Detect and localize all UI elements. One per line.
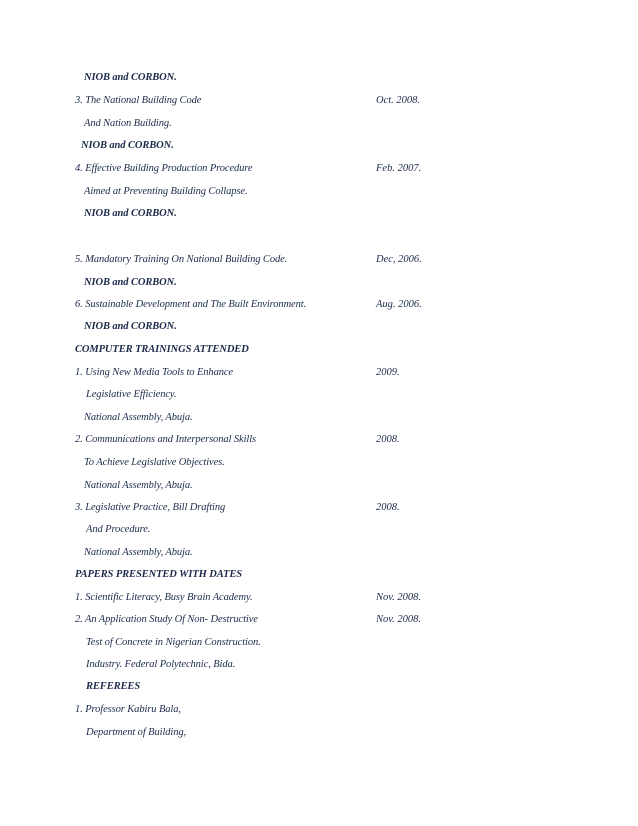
training-date: 2009.: [376, 367, 400, 378]
section-heading: REFEREES: [86, 681, 141, 692]
paper-date: Nov. 2008.: [376, 614, 422, 625]
workshop-title: 5. Mandatory Training On National Building Code.: [75, 254, 288, 265]
org-line: NIOB and CORBON.: [84, 208, 177, 219]
workshop-title-cont: And Nation Building.: [84, 118, 172, 129]
org-line: NIOB and CORBON.: [84, 321, 177, 332]
workshop-title-cont: Aimed at Preventing Building Collapse.: [84, 186, 248, 197]
referee-name: 1. Professor Kabiru Bala,: [75, 704, 181, 715]
section-heading: COMPUTER TRAININGS ATTENDED: [75, 344, 249, 355]
training-title: 3. Legislative Practice, Bill Drafting: [75, 502, 226, 513]
paper-date: Nov. 2008.: [376, 592, 422, 603]
paper-title-cont: Test of Concrete in Nigerian Construction.: [86, 637, 261, 648]
workshop-date: Oct. 2008.: [376, 95, 421, 106]
training-venue: National Assembly, Abuja.: [84, 412, 193, 423]
training-title: 1. Using New Media Tools to Enhance: [75, 367, 233, 378]
training-date: 2008.: [376, 434, 400, 445]
workshop-date: Feb. 2007.: [376, 163, 422, 174]
referee-dept: Department of Building,: [86, 727, 187, 738]
paper-venue: Industry. Federal Polytechnic, Bida.: [86, 659, 236, 670]
training-venue: National Assembly, Abuja.: [84, 547, 193, 558]
workshop-title: 3. The National Building Code: [75, 95, 202, 106]
section-heading: PAPERS PRESENTED WITH DATES: [75, 569, 242, 580]
org-line: NIOB and CORBON.: [84, 72, 177, 83]
training-title: 2. Communications and Interpersonal Skills: [75, 434, 257, 445]
workshop-date: Dec, 2006.: [376, 254, 422, 265]
paper-title: 1. Scientific Literacy, Busy Brain Academy.: [75, 592, 253, 603]
training-title-cont: Legislative Efficiency.: [86, 389, 177, 400]
training-title-cont: And Procedure.: [86, 524, 151, 535]
workshop-date: Aug. 2006.: [376, 299, 422, 310]
org-line: NIOB and CORBON.: [81, 140, 174, 151]
workshop-title: 6. Sustainable Development and The Built Environment.: [75, 299, 307, 310]
workshop-title: 4. Effective Building Production Procedure: [75, 163, 253, 174]
training-title-cont: To Achieve Legislative Objectives.: [84, 457, 225, 468]
org-line: NIOB and CORBON.: [84, 277, 177, 288]
training-date: 2008.: [376, 502, 400, 513]
training-venue: National Assembly, Abuja.: [84, 480, 193, 491]
paper-title: 2. An Application Study Of Non- Destructive: [75, 614, 258, 625]
